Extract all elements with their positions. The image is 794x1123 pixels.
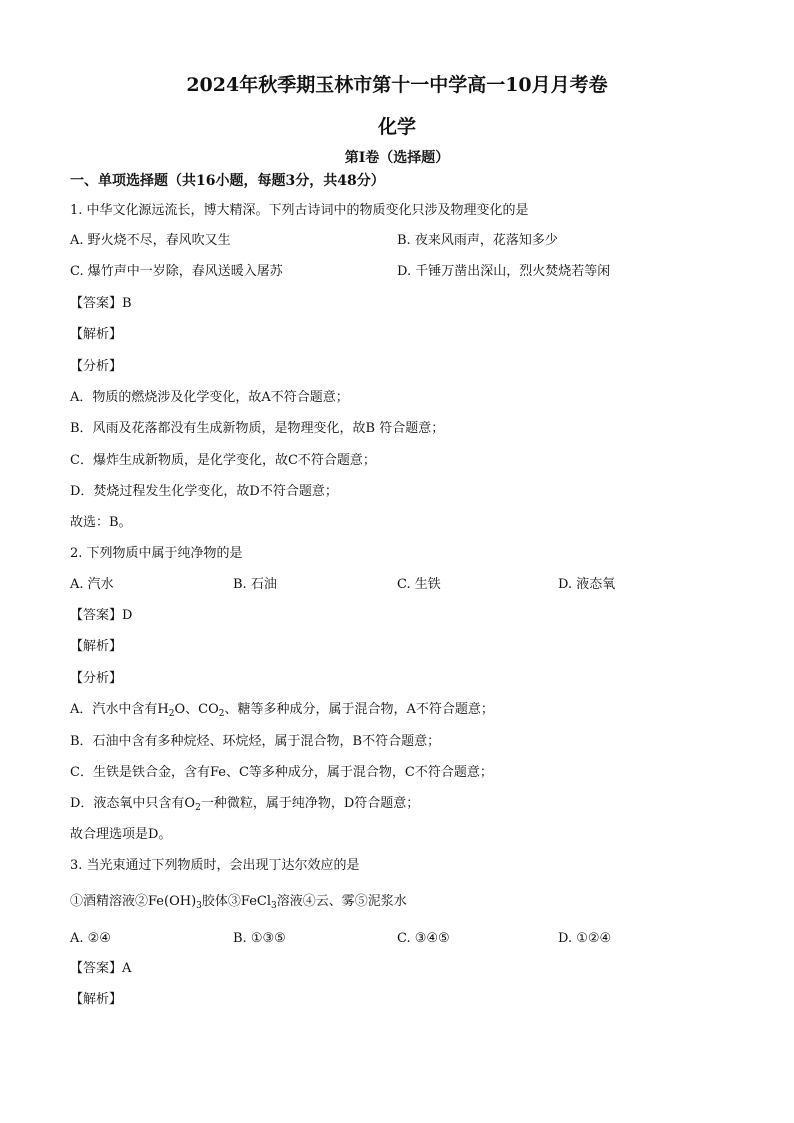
question-2-analysis-c: C．生铁是铁合金，含有Fe、C等多种成分，属于混合物，C不符合题意； [70, 765, 493, 780]
question-3-option-d: D. ①②④ [558, 931, 612, 946]
question-2-option-b: B. 石油 [233, 577, 277, 592]
question-2-answer: 【答案】D [70, 608, 133, 623]
question-1-option-c: C. 爆竹声中一岁除，春风送暖入屠苏 [70, 264, 283, 279]
question-3-items [70, 893, 407, 911]
question-2-analysis-d [70, 795, 419, 813]
section-heading: 一、单项选择题（共16小题，每题3分，共48分） [70, 173, 385, 189]
text-segment: D．液态氧中只含有O [70, 796, 196, 811]
volume-title: 第Ⅰ卷（选择题） [344, 150, 450, 166]
question-2-option-c: C. 生铁 [397, 577, 441, 592]
exam-title: 2024年秋季期玉林市第十一中学高一10月月考卷 [186, 74, 608, 96]
question-1-fenxi: 【分析】 [70, 359, 123, 374]
question-1-analysis-a: A．物质的燃烧涉及化学变化，故A不符合题意； [70, 390, 349, 405]
subscript: 3 [271, 901, 277, 911]
text-segment: O、CO [174, 702, 219, 717]
question-1-option-b: B. 夜来风雨声，花落知多少 [397, 233, 558, 248]
text-segment: 、糖等多种成分，属于混合物，A不符合题意； [224, 702, 494, 717]
question-3-answer: 【答案】A [70, 961, 132, 976]
question-1-analysis-d: D．焚烧过程发生化学变化，故D不符合题意； [70, 484, 338, 499]
text-segment: 溶液④云、雾⑤泥浆水 [276, 894, 407, 909]
question-3-jiexi: 【解析】 [70, 992, 123, 1007]
question-2-option-a: A. 汽水 [70, 577, 114, 592]
question-2-conclusion: 故合理选项是D。 [70, 827, 172, 842]
question-1-answer: 【答案】B [70, 296, 132, 311]
text-segment: 一种微粒，属于纯净物，D符合题意； [200, 796, 420, 811]
question-1-conclusion: 故选：B。 [70, 515, 132, 530]
question-3-option-c: C. ③④⑤ [397, 931, 450, 946]
question-2-stem: 2. 下列物质中属于纯净物的是 [70, 546, 243, 561]
subscript: 2 [218, 709, 225, 719]
question-1-stem: 1. 中华文化源远流长，博大精深。下列古诗词中的物质变化只涉及物理变化的是 [70, 203, 529, 218]
question-3-option-b: B. ①③⑤ [233, 931, 286, 946]
question-1-option-a: A. 野火烧不尽，春风吹又生 [70, 233, 231, 248]
question-2-analysis-a [70, 701, 494, 719]
question-1-jiexi: 【解析】 [70, 327, 123, 342]
question-1-analysis-b: B．风雨及花落都没有生成新物质，是物理变化，故B 符合题意； [70, 421, 445, 436]
question-1-analysis-c: C．爆炸生成新物质，是化学变化，故C不符合题意； [70, 453, 376, 468]
question-3-stem: 3. 当光束通过下列物质时，会出现丁达尔效应的是 [70, 858, 360, 873]
subscript: 2 [195, 803, 201, 813]
subject-title: 化学 [377, 116, 416, 138]
text-segment: 胶体③FeCl [201, 894, 271, 909]
question-2-jiexi: 【解析】 [70, 639, 123, 654]
question-2-fenxi: 【分析】 [70, 671, 123, 686]
question-1-option-d: D. 千锤万凿出深山，烈火焚烧若等闲 [397, 264, 611, 279]
question-2-analysis-b: B．石油中含有多种烷烃、环烷烃，属于混合物，B不符合题意； [70, 734, 441, 749]
question-2-option-d: D. 液态氧 [558, 577, 616, 592]
question-3-option-a: A. ②④ [70, 931, 111, 946]
text-segment: ①酒精溶液②Fe(OH) [70, 894, 197, 909]
subscript: 2 [168, 709, 175, 719]
subscript: 3 [196, 901, 202, 911]
text-segment: A．汽水中含有H [70, 702, 169, 717]
